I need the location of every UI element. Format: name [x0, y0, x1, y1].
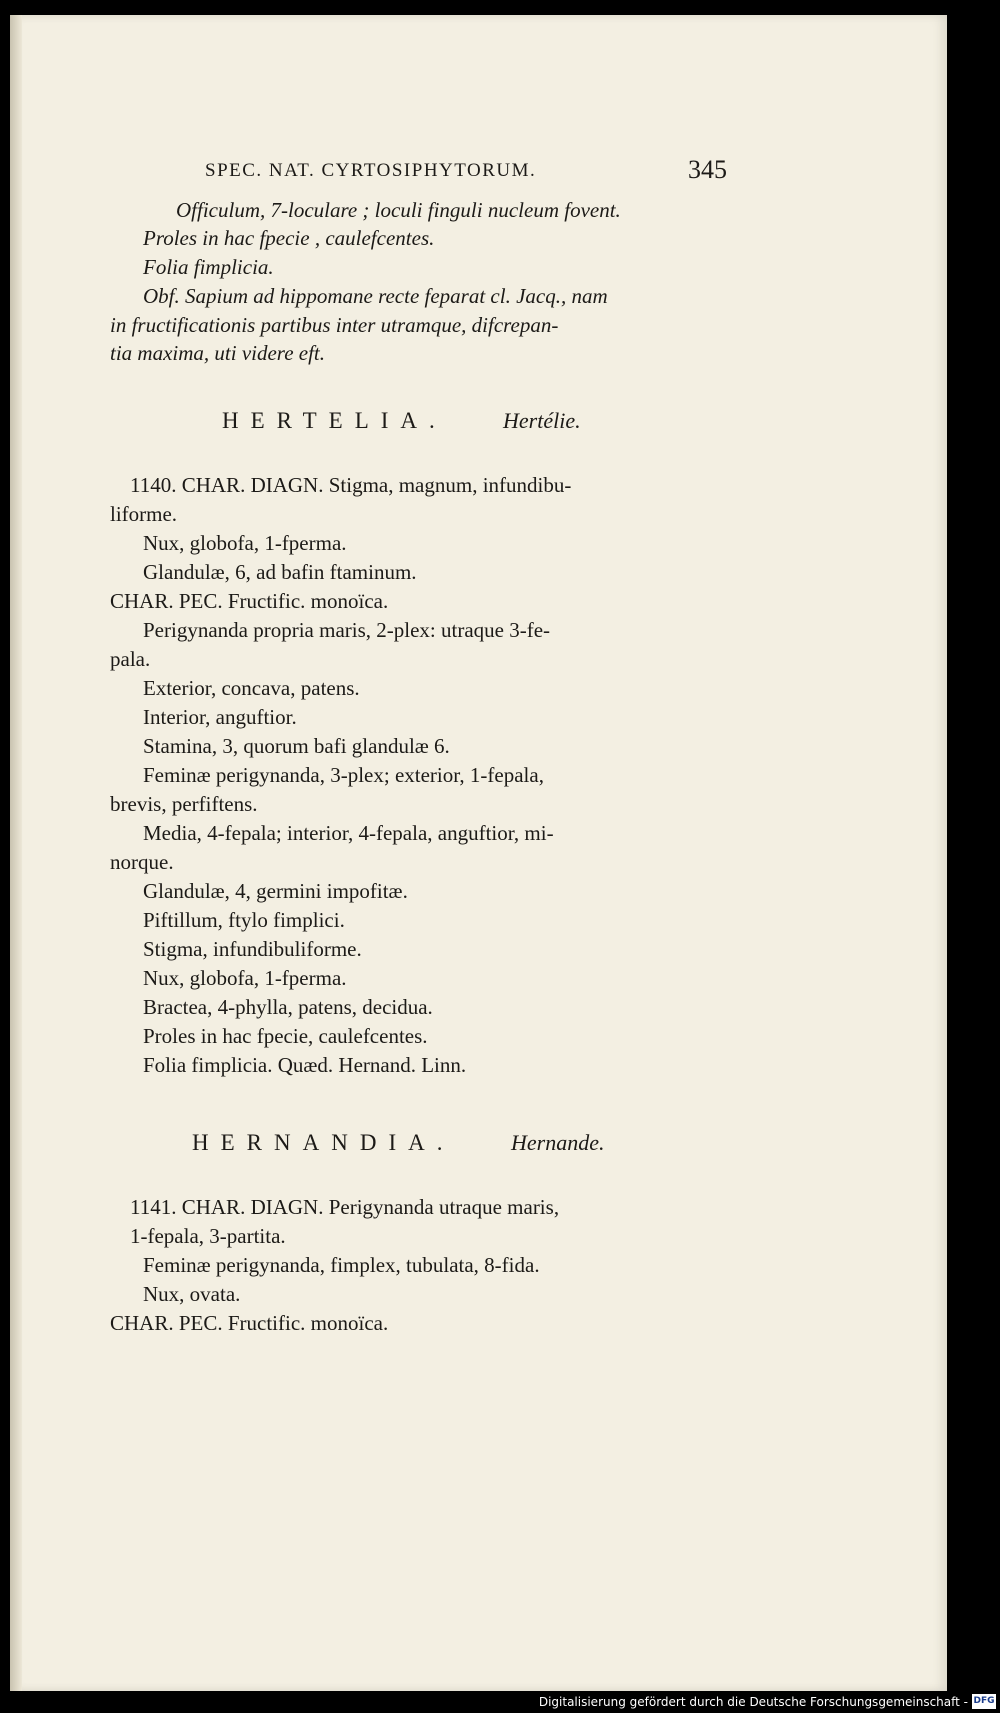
body-line: Obf. Sapium ad hippomane recte feparat cl. Jacq., nam [143, 284, 608, 308]
text-line: CHAR. PEC. Fructific. monoïca. [110, 1311, 389, 1335]
text-line: Media, 4-fepala; interior, 4-fepala, anguftior, mi- [143, 821, 554, 845]
dfg-logo-icon: DFG [972, 1694, 996, 1709]
text-line: Folia fimplicia. Quæd. Hernand. Linn. [143, 1053, 467, 1077]
text-line: Glandulæ, 6, ad bafin ftaminum. [143, 560, 417, 584]
text-line: Nux, globofa, 1-fperma. [143, 531, 347, 555]
footer-bar [0, 1691, 1000, 1713]
footer-credit: Digitalisierung gefördert durch die Deutsche Forschungsgemeinschaft - [538, 1695, 968, 1709]
text-line: Feminæ perigynanda, fimplex, tubulata, 8-fida. [143, 1253, 540, 1277]
text-line: Exterior, concava, patens. [143, 676, 360, 700]
text-line: Glandulæ, 4, germini impofitæ. [143, 879, 408, 903]
body-line: Proles in hac fpecie , caulefcentes. [143, 226, 435, 250]
text-line: norque. [110, 850, 174, 874]
text-line: 1140. CHAR. DIAGN. Stigma, magnum, infundibu- [130, 473, 572, 497]
section-title: HERTELIA. [222, 408, 447, 433]
text-line: Nux, globofa, 1-fperma. [143, 966, 347, 990]
text-line: brevis, perfiftens. [110, 792, 258, 816]
section-subtitle: Hertélie. [503, 408, 581, 433]
text-line: 1-fepala, 3-partita. [130, 1224, 286, 1248]
body-line: tia maxima, uti videre eft. [110, 341, 326, 365]
text-line: Bractea, 4-phylla, patens, decidua. [143, 995, 433, 1019]
text-line: Perigynanda propria maris, 2-plex: utraque 3-fe- [143, 618, 551, 642]
book-spine-shadow [10, 15, 22, 1691]
body-line: Folia fimplicia. [143, 255, 274, 279]
text-line: 1141. CHAR. DIAGN. Perigynanda utraque maris, [130, 1195, 560, 1219]
section-subtitle: Hernande. [511, 1130, 605, 1155]
text-line: liforme. [110, 502, 178, 526]
page-number: 345 [688, 155, 727, 184]
text-line: Piftillum, ftylo fimplici. [143, 908, 345, 932]
text-line: Feminæ perigynanda, 3-plex; exterior, 1-fepala, [143, 763, 544, 787]
text-line: pala. [110, 647, 151, 671]
text-line: Stigma, infundibuliforme. [143, 937, 362, 961]
body-line: Officulum, 7-loculare ; loculi finguli nucleum fovent. [176, 198, 621, 222]
text-line: Proles in hac fpecie, caulefcentes. [143, 1024, 428, 1048]
body-line: in fructificationis partibus inter utramque, difcrepan- [110, 313, 559, 337]
text-line: Interior, anguftior. [143, 705, 297, 729]
running-title: SPEC. NAT. CYRTOSIPHYTORUM. [205, 160, 537, 181]
section-title: HERNANDIA. [192, 1130, 455, 1155]
text-line: Nux, ovata. [143, 1282, 241, 1306]
text-line: CHAR. PEC. Fructific. monoïca. [110, 589, 389, 613]
text-line: Stamina, 3, quorum bafi glandulæ 6. [143, 734, 450, 758]
